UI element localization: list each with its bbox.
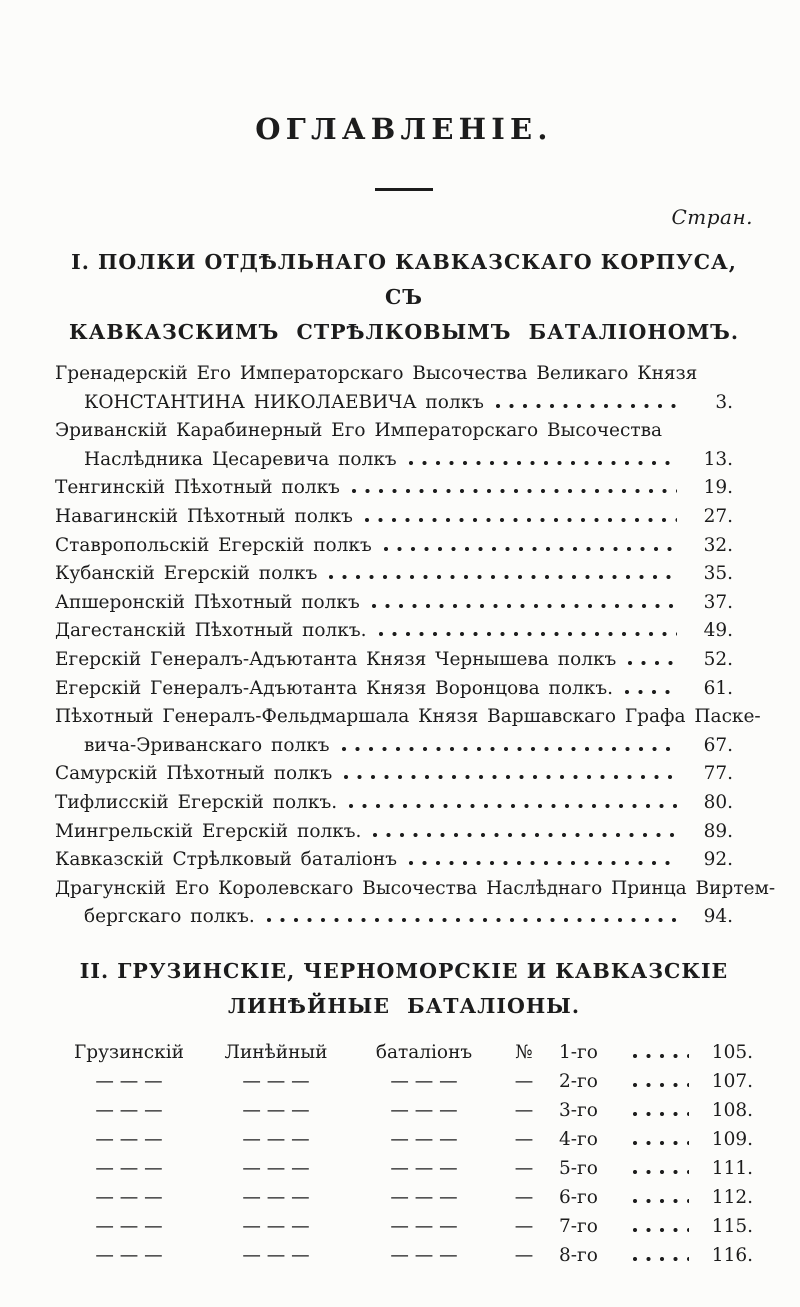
entry-text-line [55,560,753,589]
entry-text-line: Гренадерскій Его Императорскаго Высочества Великаго Князя [55,363,698,384]
toc-entry [55,474,753,503]
page-number: 109. [711,1128,753,1150]
dot-leader [409,861,677,865]
entry-label: Тенгинскій Пѣхотный полкъ [55,477,340,499]
page-number: 67. [703,734,733,756]
ditto-mark: — — — [95,1215,163,1237]
numero-sign: № [515,1041,533,1063]
page-number: 107. [711,1070,753,1092]
dot-leader [352,489,677,493]
ditto-mark: — — — [390,1157,458,1179]
dot-leader [342,747,677,751]
battalion-row [55,1125,753,1154]
dot-leader [633,1083,689,1087]
dot-leader [633,1257,689,1261]
page-number: 52. [703,648,733,670]
battalion-row [55,1183,753,1212]
battalion-word: Грузинскій [74,1041,184,1063]
dot-leader [344,775,677,779]
section-1-entries [55,360,776,932]
ditto-mark: — — — [242,1215,310,1237]
entry-label: Тифлисскій Егерскій полкъ. [55,791,338,813]
ditto-mark: — — — [95,1099,163,1121]
battalion-table [55,1038,753,1270]
dot-leader [372,604,677,608]
entry-label: вича-Эриванскаго полкъ [84,734,330,756]
ditto-mark: — — — [95,1070,163,1092]
heading-line: I. ПОЛКИ ОТДѢЛЬНАГО КАВКАЗСКАГО КОРПУСА, СЪ [71,250,737,309]
page-number: 35. [703,563,733,585]
ditto-mark: — — — [390,1099,458,1121]
page-number: 116. [711,1244,753,1266]
entry-text-line [55,903,753,932]
toc-entry [55,875,776,932]
ditto-mark: — — — [242,1157,310,1179]
heading-line: II. ГРУЗИНСКІЕ, ЧЕРНОМОРСКІЕ И КАВКАЗСКІЕ [79,958,729,983]
battalion-number: 6-го [559,1186,598,1208]
toc-entry [55,589,753,618]
battalion-number: 1-го [559,1041,598,1063]
battalion-number: 2-го [559,1070,598,1092]
page-column-header: Стран. [671,205,753,229]
entry-text-line: Драгунскій Его Королевскаго Высочества Наслѣднаго Принца Виртем- [55,877,776,899]
page-number: 49. [703,620,733,642]
battalion-row [55,1212,753,1241]
page-number: 19. [703,477,733,499]
toc-entry [55,818,753,847]
page-number: 80. [703,791,733,813]
entry-label: бергскаго полкъ. [84,906,255,928]
battalion-row [55,1241,753,1270]
dot-leader [633,1141,689,1145]
entry-text-line [55,589,753,618]
dot-leader [409,461,677,465]
toc-entry [55,760,753,789]
battalion-row [55,1067,753,1096]
toc-entry [55,789,753,818]
entry-label: Наслѣдника Цесаревича полкъ [84,448,397,470]
battalion-word: Линѣйный [224,1041,328,1063]
page-number: 112. [711,1186,753,1208]
entry-text-line: Пѣхотный Генералъ-Фельдмаршала Князя Варшавскаго Графа Паске- [55,706,761,728]
section-2-heading [55,954,753,1024]
toc-entry [55,560,753,589]
entry-text-line [55,389,753,418]
entry-text-line [55,789,753,818]
battalion-row [55,1038,753,1067]
dot-leader [373,833,677,837]
ditto-mark: — [514,1070,534,1092]
dot-leader [633,1199,689,1203]
toc-entry [55,675,753,704]
toc-entry [55,503,753,532]
dot-leader [633,1054,689,1058]
battalion-number: 7-го [559,1215,598,1237]
toc-entry [55,646,753,675]
ditto-mark: — — — [95,1157,163,1179]
divider-rule [375,188,433,191]
toc-entry [55,846,753,875]
battalion-number: 8-го [559,1244,598,1266]
dot-leader [625,690,677,694]
ditto-mark: — — — [95,1244,163,1266]
battalion-row [55,1096,753,1125]
page-number: 37. [703,591,733,613]
page-number: 94. [703,906,733,928]
dot-leader [633,1228,689,1232]
dot-leader [628,661,677,665]
entry-label: Кубанскій Егерскій полкъ [55,563,318,585]
entry-text-line [55,646,753,675]
ditto-mark: — [514,1099,534,1121]
dot-leader [633,1112,689,1116]
page-number: 115. [711,1215,753,1237]
entry-text-line [55,675,753,704]
page-number: 111. [711,1157,753,1179]
page-number: 105. [711,1041,753,1063]
ditto-mark: — — — [242,1070,310,1092]
ditto-mark: — — — [95,1186,163,1208]
battalion-row [55,1154,753,1183]
ditto-mark: — — — [242,1244,310,1266]
heading-line: ЛИНѢЙНЫЕ БАТАЛІОНЫ. [228,993,580,1018]
dot-leader [267,918,677,922]
ditto-mark: — [514,1215,534,1237]
dot-leader [349,804,677,808]
ditto-mark: — — — [242,1128,310,1150]
ditto-mark: — — — [390,1244,458,1266]
page-number: 77. [703,763,733,785]
entry-label: Ставропольскій Егерскій полкъ [55,534,372,556]
ditto-mark: — — — [242,1099,310,1121]
page-number: 32. [703,534,733,556]
page-number: 89. [703,820,733,842]
entry-label: Мингрельскій Егерскій полкъ. [55,820,362,842]
ditto-mark: — — — [390,1186,458,1208]
entry-text-line [55,474,753,503]
page-number: 27. [703,505,733,527]
entry-text-line [55,503,753,532]
battalion-number: 5-го [559,1157,598,1179]
battalion-number: 4-го [559,1128,598,1150]
toc-entry [55,360,753,417]
toc-entry [55,703,761,760]
entry-label: Навагинскій Пѣхотный полкъ [55,505,353,527]
page-title: ОГЛАВЛЕНІЕ. [255,112,553,146]
page-number: 108. [711,1099,753,1121]
dot-leader [384,547,677,551]
entry-text-line [55,818,753,847]
entry-text-line [55,617,753,646]
ditto-mark: — [514,1186,534,1208]
entry-label: КОНСТАНТИНА НИКОЛАЕВИЧА полкъ [84,391,484,413]
page-number: 3. [715,391,733,413]
ditto-mark: — — — [390,1215,458,1237]
entry-text-line: Эриванскій Карабинерный Его Императорскаго Высочества [55,420,663,442]
dot-leader [633,1170,689,1174]
entry-text-line [55,760,753,789]
entry-label: Кавказскій Стрѣлковый баталіонъ [55,849,398,871]
ditto-mark: — [514,1244,534,1266]
page-number: 92. [703,849,733,871]
toc-entry [55,417,753,474]
dot-leader [496,404,677,408]
ditto-mark: — — — [390,1070,458,1092]
dot-leader [365,518,677,522]
battalion-number: 3-го [559,1099,598,1121]
entry-label: Егерскій Генералъ-Адъютанта Князя Воронцова полкъ. [55,677,613,699]
ditto-mark: — — — [390,1128,458,1150]
entry-label: Егерскій Генералъ-Адъютанта Князя Чернышева полкъ [55,648,617,670]
entry-text-line [55,732,753,761]
toc-entry [55,617,753,646]
entry-text-line [55,532,753,561]
toc-entry [55,532,753,561]
ditto-mark: — — — [95,1128,163,1150]
battalion-word: баталіонъ [375,1041,473,1063]
entry-label: Самурскій Пѣхотный полкъ [55,763,333,785]
entry-label: Дагестанскій Пѣхотный полкъ. [55,620,367,642]
entry-label: Апшеронскій Пѣхотный полкъ [55,591,360,613]
page-number: 13. [703,448,733,470]
section-1-heading [55,245,753,350]
ditto-mark: — [514,1157,534,1179]
entry-text-line [55,446,753,475]
ditto-mark: — — — [242,1186,310,1208]
heading-line: КАВКАЗСКИМЪ СТРѢЛКОВЫМЪ БАТАЛІОНОМЪ. [68,320,740,344]
dot-leader [379,632,677,636]
dot-leader [329,575,677,579]
entry-text-line [55,846,753,875]
page-number: 61. [703,677,733,699]
ditto-mark: — [514,1128,534,1150]
